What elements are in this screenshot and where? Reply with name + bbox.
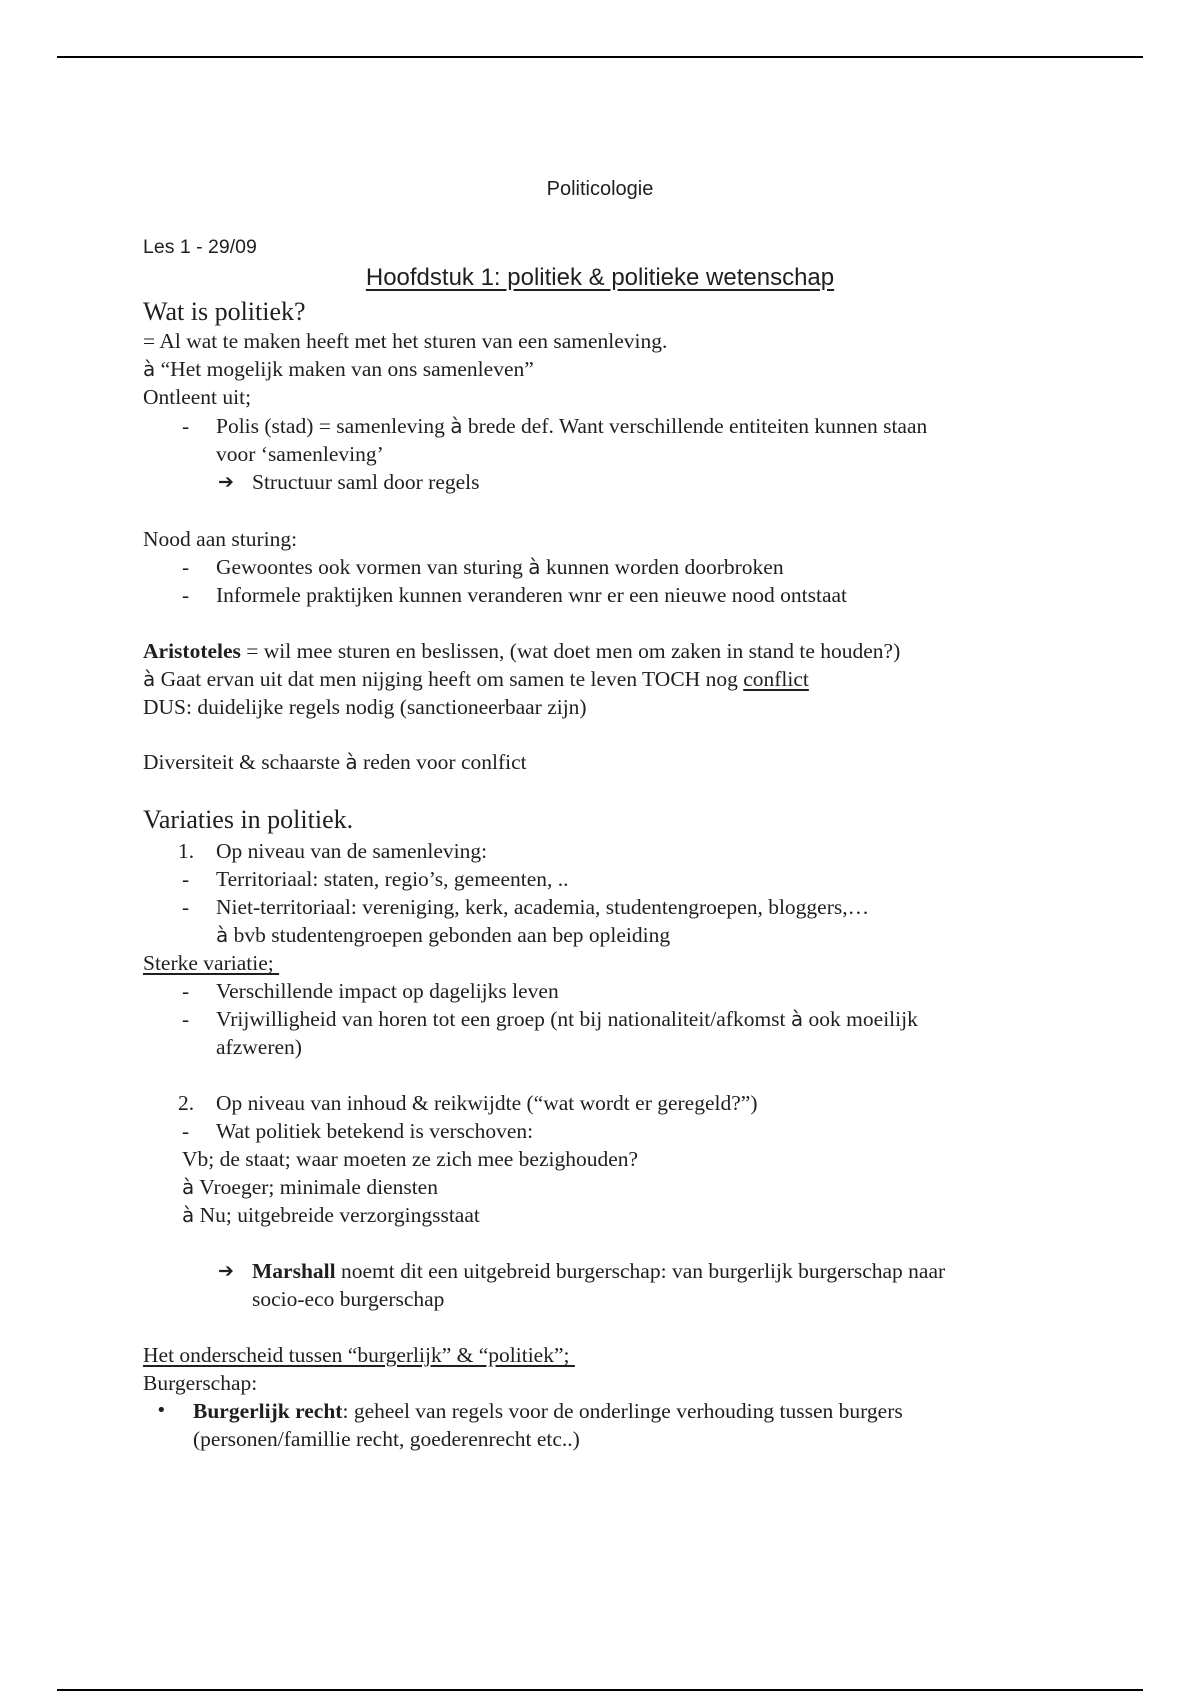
diversiteit-text-a: Diversiteit & schaarste	[143, 750, 346, 774]
list-dash: -	[182, 414, 190, 438]
conflict-underlined: conflict	[743, 667, 809, 691]
polis-text-a: Polis (stad) = samenleving	[216, 414, 451, 438]
document-title: Politicologie	[546, 178, 654, 200]
ontleent-line: Ontleent uit;	[143, 385, 252, 409]
polis-item	[216, 412, 927, 440]
arrow-glyph: à	[182, 1175, 195, 1199]
dus-line: DUS: duidelijke regels nodig (sanctioneerbaar zijn)	[143, 695, 587, 719]
marshall-line	[252, 1257, 945, 1285]
onderscheid-heading: Het onderscheid tussen “burgerlijk” & “politiek”;	[143, 1343, 575, 1367]
list-dash: -	[182, 583, 190, 607]
territoriaal-item: Territoriaal: staten, regio’s, gemeenten, ..	[216, 867, 569, 891]
gewoontes-item	[216, 553, 784, 581]
burgerlijk-recht-text: : geheel van regels voor de onderlinge verhouding tussen burgers	[342, 1399, 903, 1423]
arrow-glyph: à	[216, 923, 229, 947]
gewoontes-text-b: kunnen worden doorbroken	[540, 555, 784, 579]
arrow-glyph: à	[790, 1007, 804, 1031]
vroeger-line	[182, 1173, 438, 1201]
header-rule	[57, 56, 1143, 58]
bullet-icon: •	[156, 1400, 167, 1421]
arrow-glyph: à	[143, 357, 156, 381]
vb-line: Vb; de staat; waar moeten ze zich mee bezighouden?	[182, 1147, 639, 1171]
list-dash: -	[182, 555, 190, 579]
nood-heading: Nood aan sturing:	[143, 527, 298, 551]
arrow-line	[143, 355, 534, 383]
nu-text: Nu; uitgebreide verzorgingsstaat	[194, 1203, 480, 1227]
list-number-1: 1.	[178, 839, 195, 863]
socio-eco-line: socio-eco burgerschap	[252, 1287, 445, 1311]
footer-rule	[57, 1689, 1143, 1691]
quote-text: “Het mogelijk maken van ons samenleven”	[155, 357, 534, 381]
list-number-2: 2.	[178, 1091, 195, 1115]
conflict-text: Gaat ervan uit dat men nijging heeft om samen te leven TOCH nog	[155, 667, 744, 691]
impact-item: Verschillende impact op dagelijks leven	[216, 979, 559, 1003]
aristoteles-line	[143, 637, 900, 665]
bvb-text: bvb studentengroepen gebonden aan bep opleiding	[228, 923, 671, 947]
vroeger-text: Vroeger; minimale diensten	[194, 1175, 438, 1199]
arrow-glyph: à	[528, 555, 541, 579]
arrow-right-icon: ➔	[218, 1260, 234, 1282]
diversiteit-line	[143, 748, 527, 776]
list-dash: -	[182, 895, 190, 919]
burgerlijk-recht-item	[193, 1397, 903, 1425]
burgerlijk-recht-bold: Burgerlijk recht	[193, 1399, 343, 1423]
section-heading-wat-is-politiek: Wat is politiek?	[143, 297, 306, 326]
niveau-samenleving: Op niveau van de samenleving:	[216, 839, 488, 863]
nu-line	[182, 1201, 480, 1229]
marshall-text: noemt dit een uitgebreid burgerschap: van burgerlijk burgerschap naar	[335, 1259, 946, 1283]
niet-territoriaal-item: Niet-territoriaal: vereniging, kerk, academia, studentengroepen, bloggers,…	[216, 895, 870, 919]
burgerlijk-recht-cont: (personen/famillie recht, goederenrecht etc..)	[193, 1427, 580, 1451]
structuur-line: Structuur saml door regels	[252, 470, 480, 494]
definition-line: = Al wat te maken heeft met het sturen van een samenleving.	[143, 329, 668, 353]
gewoontes-text-a: Gewoontes ook vormen van sturing	[216, 555, 529, 579]
arrow-glyph: à	[450, 414, 463, 438]
marshall-bold: Marshall	[252, 1259, 336, 1283]
burgerschap-line: Burgerschap:	[143, 1371, 258, 1395]
sterke-variatie: Sterke variatie;	[143, 951, 280, 975]
polis-text-b: brede def. Want verschillende entiteiten kunnen staan	[462, 414, 928, 438]
aristoteles-bold: Aristoteles	[143, 639, 241, 663]
diversiteit-text-b: reden voor conlfict	[357, 750, 527, 774]
polis-item-cont: voor ‘samenleving’	[216, 442, 384, 466]
verschoven-item: Wat politiek betekend is verschoven:	[216, 1119, 534, 1143]
vrijwilligheid-text-b: ook moeilijk	[803, 1007, 918, 1031]
list-dash: -	[182, 979, 190, 1003]
bvb-line	[216, 921, 670, 949]
list-dash: -	[182, 867, 190, 891]
informele-item: Informele praktijken kunnen veranderen wnr er een nieuwe nood ontstaat	[216, 583, 848, 607]
arrow-glyph: à	[182, 1203, 195, 1227]
vrijwilligheid-item	[216, 1005, 918, 1033]
arrow-right-icon: ➔	[218, 471, 234, 493]
chapter-heading: Hoofdstuk 1: politiek & politieke wetenschap	[365, 264, 835, 291]
section-heading-variaties: Variaties in politiek.	[143, 805, 354, 834]
afzweren-line: afzweren)	[216, 1035, 302, 1059]
arrow-glyph: à	[345, 750, 358, 774]
list-dash: -	[182, 1007, 190, 1031]
aristoteles-text: = wil mee sturen en beslissen, (wat doet men om zaken in stand te houden?)	[240, 639, 901, 663]
lesson-date: Les 1 - 29/09	[143, 236, 257, 258]
vrijwilligheid-text-a: Vrijwilligheid van horen tot een groep (nt bij nationaliteit/afkomst	[216, 1007, 791, 1031]
arrow-glyph: à	[143, 667, 156, 691]
conflict-line	[143, 665, 809, 693]
niveau-inhoud: Op niveau van inhoud & reikwijdte (“wat wordt er geregeld?”)	[216, 1091, 758, 1115]
list-dash: -	[182, 1119, 190, 1143]
